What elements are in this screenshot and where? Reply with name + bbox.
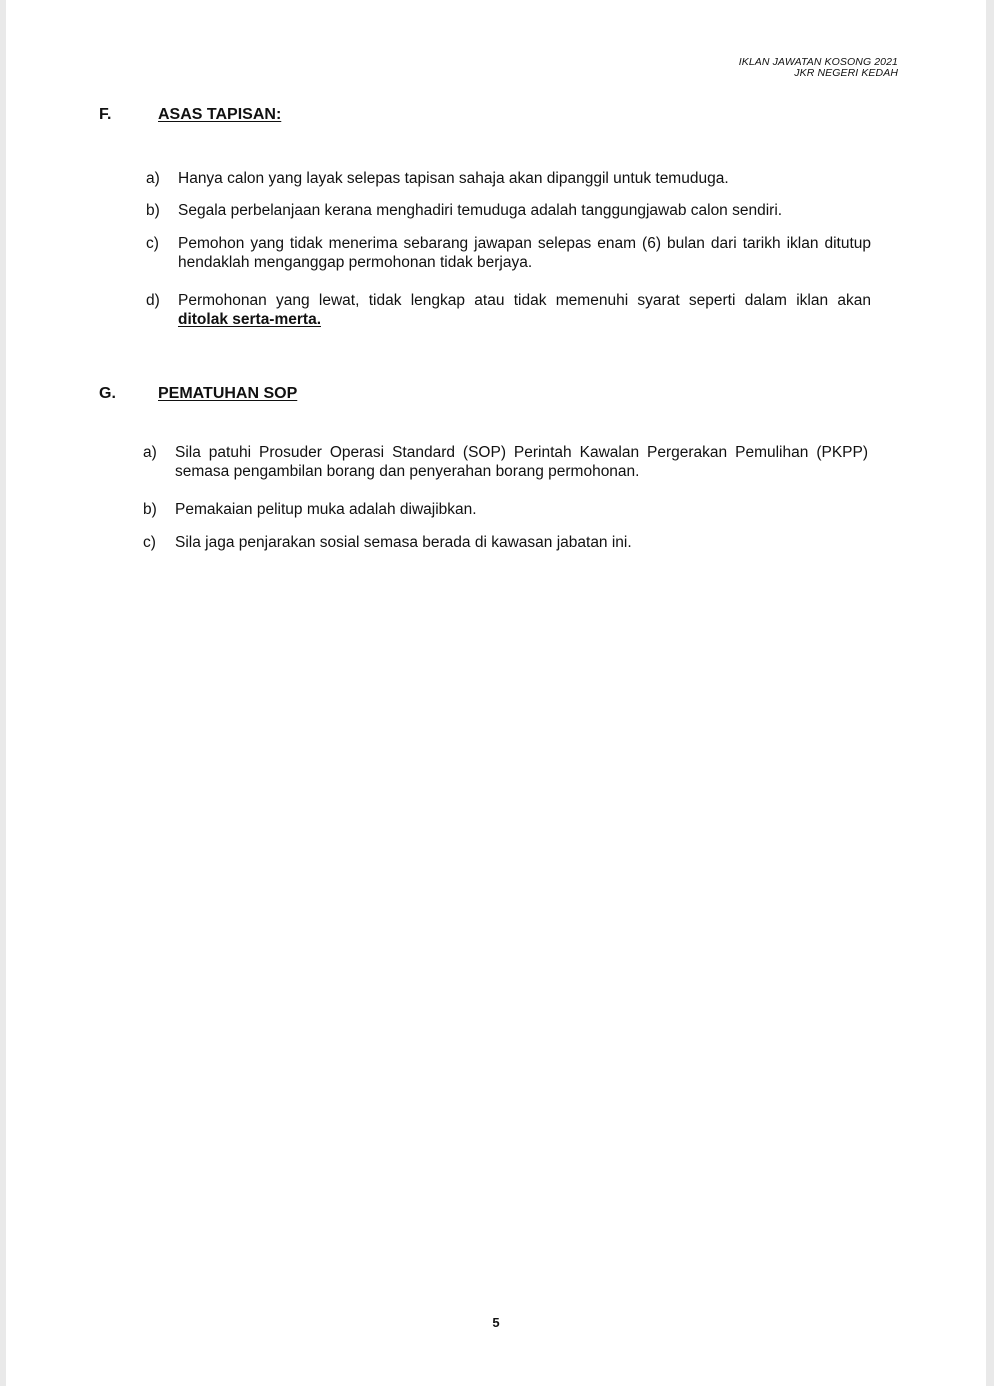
- item-text: Pemakaian pelitup muka adalah diwajibkan.: [175, 501, 477, 518]
- item-marker: a): [143, 444, 157, 461]
- item-text: Sila patuhi Prosuder Operasi Standard (SOP) Perintah Kawalan Pergerakan Pemulihan (PKPP) semasa pengambilan borang dan penyerahan borang permohonan.: [175, 444, 868, 480]
- section-f-letter: F.: [99, 106, 112, 123]
- page-number: 5: [492, 1315, 500, 1330]
- section-f-item-c: [146, 234, 871, 274]
- section-g-item-a: [143, 443, 868, 483]
- item-marker: b): [146, 202, 160, 219]
- document-page: [6, 0, 986, 1386]
- section-f-item-b: [146, 201, 871, 221]
- header-line-2: JKR NEGERI KEDAH: [794, 67, 898, 79]
- item-marker: b): [143, 501, 157, 518]
- section-g-title: PEMATUHAN SOP: [158, 385, 298, 402]
- item-marker: a): [146, 170, 160, 187]
- item-text: Permohonan yang lewat, tidak lengkap atau tidak memenuhi syarat seperti dalam iklan akan: [178, 292, 871, 309]
- item-text: Sila jaga penjarakan sosial semasa berada di kawasan jabatan ini.: [175, 534, 632, 551]
- item-text: Pemohon yang tidak menerima sebarang jawapan selepas enam (6) bulan dari tarikh iklan ditutup hendaklah menganggap permohonan tidak berjaya.: [178, 235, 871, 271]
- section-f-item-d: [146, 291, 871, 331]
- section-g-letter: G.: [99, 385, 116, 402]
- header-line-1: IKLAN JAWATAN KOSONG 2021: [738, 56, 898, 68]
- section-f-title: ASAS TAPISAN:: [158, 106, 282, 123]
- item-marker: d): [146, 292, 160, 309]
- section-g-item-c: [143, 533, 868, 553]
- section-g-item-b: [143, 500, 868, 520]
- section-f-item-a: [146, 169, 871, 189]
- item-marker: c): [143, 534, 156, 551]
- item-marker: c): [146, 235, 159, 252]
- item-text: Segala perbelanjaan kerana menghadiri temuduga adalah tanggungjawab calon sendiri.: [178, 202, 783, 219]
- page-header: [739, 57, 898, 79]
- item-emphasis: ditolak serta-merta.: [178, 311, 321, 328]
- item-text: Hanya calon yang layak selepas tapisan sahaja akan dipanggil untuk temuduga.: [178, 170, 729, 187]
